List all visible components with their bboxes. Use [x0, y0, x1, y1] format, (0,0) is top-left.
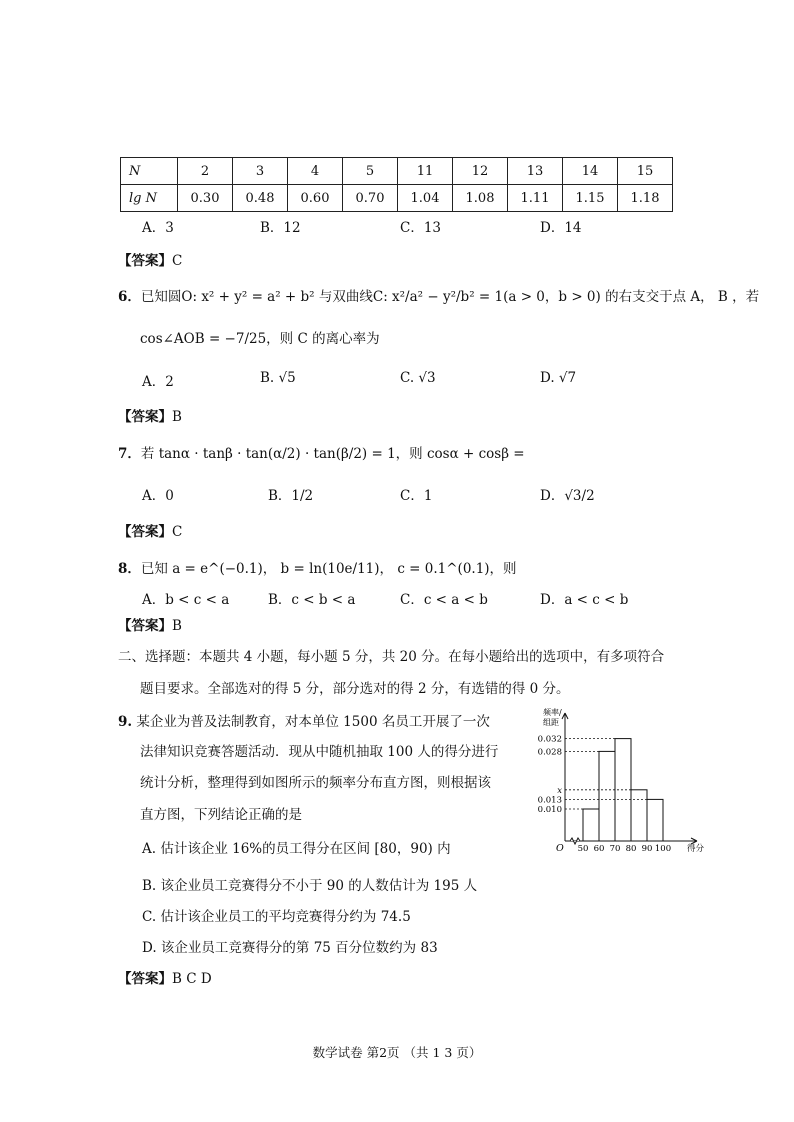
q8-option-d: D．a < c < b: [540, 592, 629, 608]
q9-stem-line3: 统计分析，整理得到如图所示的频率分布直方图，则根据该: [140, 775, 491, 791]
q9-option-d: D. 该企业员工竞赛得分的第 75 百分位数约为 83: [142, 940, 438, 956]
q5-answer: 【答案】C: [118, 253, 183, 269]
section2-line2: 题目要求。全部选对的得 5 分，部分选对的得 2 分，有选错的得 0 分。: [140, 681, 570, 697]
y-axis-label: 组距: [543, 718, 559, 727]
x-tick-label: 100: [654, 844, 672, 854]
x-tick-label: 80: [625, 844, 637, 854]
q5-option-c: C．13: [400, 220, 442, 236]
y-tick-label: 0.028: [537, 747, 562, 758]
table-cell: 1.08: [453, 185, 508, 212]
histogram-bar: [631, 790, 647, 841]
q9-answer: 【答案】B C D: [118, 971, 212, 987]
q8-option-c: C．c < a < b: [400, 592, 488, 608]
table-cell: 0.60: [288, 185, 343, 212]
table-cell: 12: [453, 158, 508, 185]
q6-option-c: C. √3: [400, 370, 436, 386]
histogram-bar: [583, 809, 599, 841]
x-axis-label: 得分: [687, 844, 705, 854]
q9-option-c: C. 估计该企业员工的平均竞赛得分约为 74.5: [142, 909, 411, 925]
table-cell: 1.04: [398, 185, 453, 212]
section2-line1: 二、选择题：本题共 4 小题，每小题 5 分，共 20 分。在每小题给出的选项中，有多项符合: [118, 649, 665, 665]
q9-option-b: B. 该企业员工竞赛得分不小于 90 的人数估计为 195 人: [142, 878, 478, 894]
q9-stem-line1: 9. 某企业为普及法制教育，对本单位 1500 名员工开展了一次: [118, 714, 490, 730]
table-row: [121, 158, 673, 185]
table-cell: lg N: [121, 185, 178, 212]
x-tick-label: 60: [593, 844, 605, 854]
lg-table: [120, 157, 673, 212]
x-tick-label: 90: [641, 844, 653, 854]
q5-option-d: D．14: [540, 220, 582, 236]
table-cell: 0.48: [233, 185, 288, 212]
y-axis-label: 频率/: [543, 708, 562, 717]
table-cell: 4: [288, 158, 343, 185]
table-cell: 13: [508, 158, 563, 185]
y-tick-label: 0.010: [537, 805, 562, 815]
q9-stem-line2: 法律知识竞赛答题活动．现从中随机抽取 100 人的得分进行: [140, 744, 499, 760]
page-footer: 数学试卷 第2页 （共 1 3 页）: [312, 1045, 482, 1060]
table-cell: 0.70: [343, 185, 398, 212]
table-cell: 3: [233, 158, 288, 185]
q7-stem: 7．若 tanα · tanβ · tan(α/2) · tan(β/2) = 1，则 cosα + cosβ =: [118, 446, 525, 462]
q7-option-a: A．0: [142, 488, 174, 504]
q8-stem: 8．已知 a = e^(−0.1)， b = ln(10e/11)， c = 0.1^(0.1)，则: [118, 561, 517, 577]
q7-option-d: D．√3/2: [540, 488, 595, 504]
q6-option-a: A．2: [142, 374, 174, 390]
table-cell: 11: [398, 158, 453, 185]
y-tick-label: 0.013: [537, 795, 562, 806]
q8-option-a: A．b < c < a: [142, 592, 230, 608]
frequency-histogram: [525, 705, 705, 860]
q6-answer: 【答案】B: [118, 409, 182, 425]
q9-option-a: A. 估计该企业 16%的员工得分在区间 [80，90) 内: [142, 841, 451, 857]
table-cell: 0.30: [178, 185, 233, 212]
table-cell: 1.15: [563, 185, 618, 212]
table-cell: 2: [178, 158, 233, 185]
x-tick-label: 50: [577, 844, 589, 854]
q7-option-c: C．1: [400, 488, 433, 504]
table-row: [121, 185, 673, 212]
histogram-bar: [599, 751, 615, 841]
q6-stem-line2: cos∠AOB = −7/25，则 C 的离心率为: [140, 331, 380, 347]
y-tick-label: 0.032: [537, 734, 562, 745]
table-cell: 14: [563, 158, 618, 185]
table-cell: N: [121, 158, 178, 185]
table-cell: 1.18: [618, 185, 673, 212]
q6-option-d: D. √7: [540, 370, 577, 386]
y-tick-label: x: [557, 785, 562, 796]
x-tick-label: 70: [609, 844, 621, 854]
q9-stem-line4: 直方图，下列结论正确的是: [140, 807, 302, 823]
q7-answer: 【答案】C: [118, 524, 183, 540]
q6-stem-line1: 6．已知圆O: x² + y² = a² + b² 与双曲线C: x²/a² − y²/b² = 1(a > 0，b > 0) 的右支交于点 A， B ，若: [118, 289, 760, 305]
q7-option-b: B．1/2: [268, 488, 314, 504]
table-cell: 5: [343, 158, 398, 185]
histogram-bar: [647, 799, 663, 841]
q5-option-a: A．3: [142, 220, 174, 236]
q8-answer: 【答案】B: [118, 618, 182, 634]
table-cell: 15: [618, 158, 673, 185]
q5-option-b: B．12: [260, 220, 301, 236]
q6-option-b: B. √5: [260, 370, 296, 386]
origin-label: O: [556, 843, 564, 854]
table-cell: 1.11: [508, 185, 563, 212]
q8-option-b: B．c < b < a: [268, 592, 356, 608]
